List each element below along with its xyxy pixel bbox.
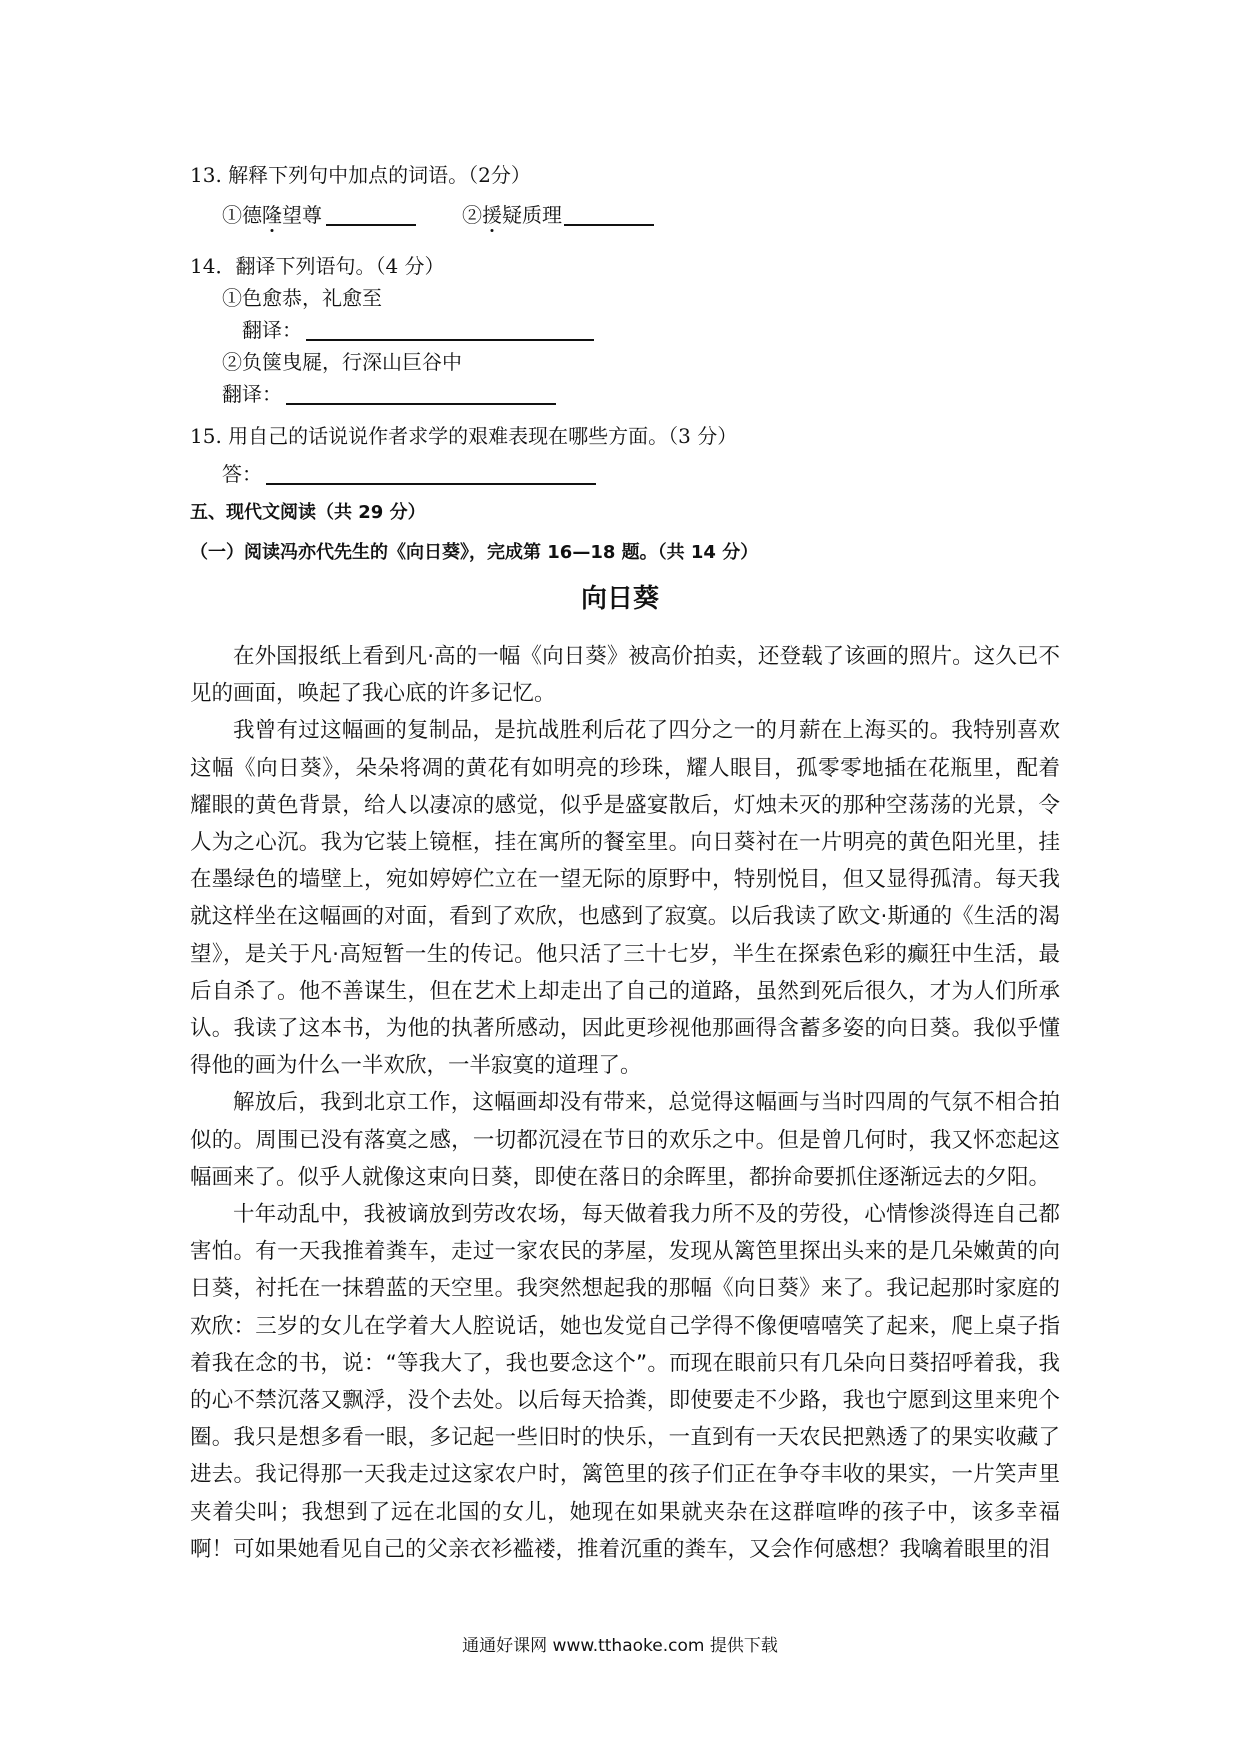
q14-item1: ①色愈恭，礼愈至 <box>222 286 382 310</box>
article-title: 向日葵 <box>580 584 659 614</box>
section-subheading: （一）阅读冯亦代先生的《向日葵》，完成第 16—18 题。（共 14 分） <box>190 542 759 563</box>
q13-item2 <box>462 200 654 230</box>
q14-stem: 14．翻译下列语句。（4 分） <box>190 254 445 278</box>
section-heading: 五、现代文阅读（共 29 分） <box>190 502 426 523</box>
q13-item1 <box>222 200 416 230</box>
q13-item2-dotted-char: 援 <box>482 203 502 227</box>
article-paragraph: 解放后，我到北京工作，这幅画却没有带来，总觉得这幅画与当时四周的气氛不相合拍似的。周围已没有落寞之感，一切都沉浸在节日的欢乐之中。但是曾几何时，我又怀恋起这幅画来了。似乎人就像这束向日葵，即使在落日的余晖里，都拚命要抓住逐渐远去的夕阳。 <box>190 1090 1060 1190</box>
q15-answer-label: 答： <box>222 462 262 486</box>
q13-item2-pre: ② <box>462 203 482 227</box>
q15-answer-blank[interactable] <box>266 461 596 485</box>
q13-item1-pre: ①德 <box>222 203 262 227</box>
q14-translate-row2 <box>222 379 556 409</box>
q14-translate-row1 <box>242 315 594 345</box>
q14-item2: ②负箧曳屣，行深山巨谷中 <box>222 350 462 374</box>
q13-item1-post: 望尊 <box>282 203 322 227</box>
q15-stem: 15. 用自己的话说说作者求学的艰难表现在哪些方面。（3 分） <box>190 424 738 448</box>
page-footer: 通通好课网 www.tthaoke.com 提供下载 <box>462 1636 778 1656</box>
q13-item2-answer-blank[interactable] <box>564 202 654 226</box>
q14-translate-label2: 翻译： <box>222 382 282 406</box>
q14-translate-blank2[interactable] <box>286 381 556 405</box>
q13-item1-dotted-char: 隆 <box>262 203 282 227</box>
article-paragraph: 十年动乱中，我被谪放到劳改农场，每天做着我力所不及的劳役，心情惨淡得连自己都害怕。有一天我推着粪车，走过一家农民的茅屋，发现从篱笆里探出头来的是几朵嫩黄的向日葵，衬托在一抹碧蓝的天空里。我突然想起我的那幅《向日葵》来了。我记起那时家庭的欢欣：三岁的女儿在学着大人腔说话，她也发觉自己学得不像便嘻嘻笑了起来，爬上桌子指着我在念的书，说：“等我大了，我也要念这个”。而现在眼前只有几朵向日葵招呼着我，我的心不禁沉落又飘浮，没个去处。以后每天拾粪，即使要走不少路，我也宁愿到这里来兜个圈。我只是想多看一眼，多记起一些旧时的快乐，一直到有一天农民把熟透了的果实收藏了进去。我记得那一天我走过这家农户时，篱笆里的孩子们正在争夺丰收的果实，一片笑声里夹着尖叫；我想到了远在北国的女儿，她现在如果就夹杂在这群喧哗的孩子中，该多幸福啊！可如果她看见自己的父亲衣衫褴褛，推着沉重的粪车，又会作何感想？我噙着眼里的泪 <box>190 1202 1060 1562</box>
q15-answer-row <box>222 459 596 489</box>
q14-translate-label1: 翻译： <box>242 318 302 342</box>
article-body <box>190 638 1060 1568</box>
article-paragraph: 在外国报纸上看到凡·高的一幅《向日葵》被高价拍卖，还登载了该画的照片。这久已不见的画面，唤起了我心底的许多记忆。 <box>190 644 1060 707</box>
q13-item2-post: 疑质理 <box>502 203 562 227</box>
q13-item1-answer-blank[interactable] <box>326 202 416 226</box>
article-paragraph: 我曾有过这幅画的复制品，是抗战胜利后花了四分之一的月薪在上海买的。我特别喜欢这幅《向日葵》，朵朵将凋的黄花有如明亮的珍珠，耀人眼目，孤零零地插在花瓶里，配着耀眼的黄色背景，给人以凄凉的感觉，似乎是盛宴散后，灯烛未灭的那种空荡荡的光景，令人为之心沉。我为它装上镜框，挂在寓所的餐室里。向日葵衬在一片明亮的黄色阳光里，挂在墨绿色的墙壁上，宛如婷婷伫立在一望无际的原野中，特别悦目，但又显得孤清。每天我就这样坐在这幅画的对面，看到了欢欣，也感到了寂寞。以后我读了欧文·斯通的《生活的渴望》，是关于凡·高短暂一生的传记。他只活了三十七岁，半生在探索色彩的癫狂中生活，最后自杀了。他不善谋生，但在艺术上却走出了自己的道路，虽然到死后很久，才为人们所承认。我读了这本书，为他的执著所感动，因此更珍视他那画得含蓄多姿的向日葵。我似乎懂得他的画为什么一半欢欣，一半寂寞的道理了。 <box>190 718 1060 1079</box>
q13-stem: 13. 解释下列句中加点的词语。（2分） <box>190 163 531 187</box>
q14-translate-blank1[interactable] <box>306 317 594 341</box>
